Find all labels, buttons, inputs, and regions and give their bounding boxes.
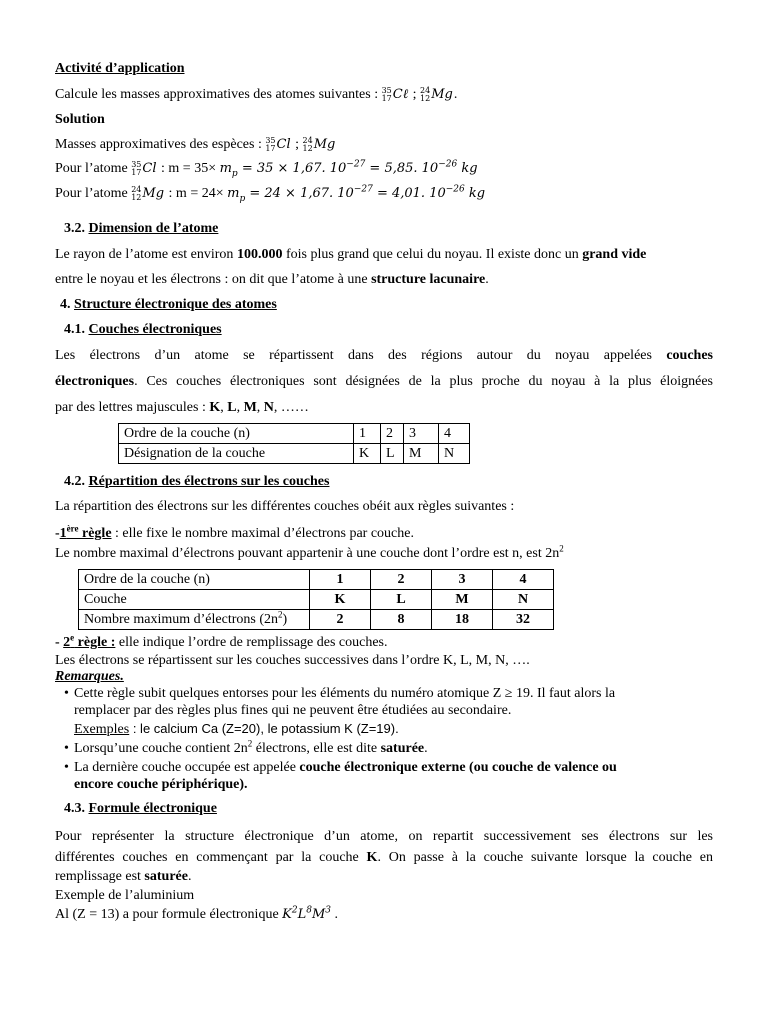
table-row — [79, 570, 554, 590]
table-cell: Ordre de la couche (n) — [79, 570, 310, 590]
table-cell: M — [432, 590, 493, 610]
table-cell: 32 — [493, 610, 554, 630]
table-cell: 3 — [404, 424, 439, 444]
section-4-2-heading: 4.2. Répartition des électrons sur les couches — [64, 474, 330, 489]
rule-2-heading: - 2e règle : elle indique l’ordre de remplissage des couches. — [55, 632, 388, 650]
rule-1-line-2: Le nombre maximal d’électrons pouvant appartenir à une couche dont l’ordre est n, est $2n^2$ — [55, 543, 564, 561]
section-4-2-intro: La répartition des électrons sur les différentes couches obéit aux règles suivantes : — [55, 499, 515, 514]
max-electrons-table — [78, 569, 554, 630]
section-3-2-heading: 3.2. Dimension de l’atome — [64, 221, 219, 236]
table-cell: N — [493, 590, 554, 610]
rule-2-line-2: Les électrons se répartissent sur les couches successives dans l’ordre K, L, M, N, …. — [55, 653, 530, 668]
table-cell: Nombre maximum d’électrons $(2n^2)$ — [79, 610, 310, 630]
section-4-1-p3: par des lettres majuscules : K, L, M, N, …… — [55, 400, 309, 415]
table-row — [119, 444, 470, 464]
table-cell: L — [371, 590, 432, 610]
bullet-icon: • — [64, 686, 69, 701]
table-cell: 1 — [354, 424, 381, 444]
remarks-title: Remarques. — [55, 669, 124, 684]
activity-statement: Calcule les masses approximatives des atomes suivantes : 35 17 Cℓ ; 24 12 Mg . — [55, 86, 458, 103]
section-3-2-p2: entre le noyau et les électrons : on dit que l’atome à une structure lacunaire. — [55, 272, 489, 287]
table-cell: Ordre de la couche (n) — [119, 424, 354, 444]
table-cell: 3 — [432, 570, 493, 590]
solution-line-2: Pour l’atome 35 17 Cl : $m = 35\times m_p = 35 \times 1,67$. $10^{-27} = 5,85$. $10^{-26}$ kg — [55, 159, 478, 180]
table-row — [119, 424, 470, 444]
shell-designation-table — [118, 423, 470, 464]
solution-title: Solution — [55, 112, 105, 127]
table-cell: Désignation de la couche — [119, 444, 354, 464]
table-cell: 2 — [371, 570, 432, 590]
table-cell: 18 — [432, 610, 493, 630]
section-4-3-p3: remplissage est saturée. — [55, 869, 192, 884]
table-row — [79, 610, 554, 630]
section-4-3-p2: différentes couches en commençant par la couche K. On passe à la couche suivante lorsque la couche en — [55, 850, 713, 865]
section-4-1-p2: électroniques. Ces couches électroniques sont désignées de la plus proche du noyau à la plus éloignées — [55, 374, 713, 389]
table-cell: 1 — [310, 570, 371, 590]
section-4-1-heading: 4.1. Couches électroniques — [64, 322, 222, 337]
isotope-chlorine: 35 17 Cℓ — [381, 86, 409, 103]
table-cell: 2 — [310, 610, 371, 630]
table-cell: Couche — [79, 590, 310, 610]
aluminium-example-label: Exemple de l’aluminium — [55, 888, 195, 903]
table-cell: 8 — [371, 610, 432, 630]
table-cell: 4 — [493, 570, 554, 590]
rule-1-heading: -1ère règle : elle fixe le nombre maximal d’électrons par couche. — [55, 523, 414, 541]
table-cell: N — [439, 444, 470, 464]
table-cell: L — [381, 444, 404, 464]
isotope-magnesium: 24 12 Mg — [420, 86, 453, 103]
table-cell: 2 — [381, 424, 404, 444]
table-cell: M — [404, 444, 439, 464]
activity-title: Activité d’application — [55, 61, 185, 76]
table-cell: K — [354, 444, 381, 464]
solution-line-1: Masses approximatives des espèces : 35 17 Cl ; 24 12 Mg — [55, 136, 336, 153]
section-4-3-p1: Pour représenter la structure électronique d’un atome, on repartit successivement ses électrons sur les — [55, 829, 713, 844]
table-cell: 4 — [439, 424, 470, 444]
section-4-3-heading: 4.3. Formule électronique — [64, 801, 217, 816]
table-cell: K — [310, 590, 371, 610]
section-4-1-p1: Les électrons d’un atome se répartissent dans des régions autour du noyau appelées couches — [55, 348, 713, 363]
solution-line-3: Pour l’atome 24 12 Mg : $m = 24\times m_p = 24 \times 1,67$. $10^{-27} = 4,01$. $10^{-26}$ kg — [55, 184, 486, 205]
table-row — [79, 590, 554, 610]
bullet-icon: • — [64, 741, 69, 756]
statement-text: Calcule les masses approximatives des atomes suivantes : — [55, 87, 382, 103]
section-4-heading: 4. Structure électronique des atomes — [60, 297, 277, 312]
aluminium-formula-line: Al (Z = 13) a pour formule électronique $K^2L^8M^3$ . — [55, 905, 339, 922]
bullet-icon: • — [64, 760, 69, 775]
section-3-2-p1: Le rayon de l’atome est environ 100.000 fois plus grand que celui du noyau. Il existe donc un grand vide — [55, 247, 647, 262]
